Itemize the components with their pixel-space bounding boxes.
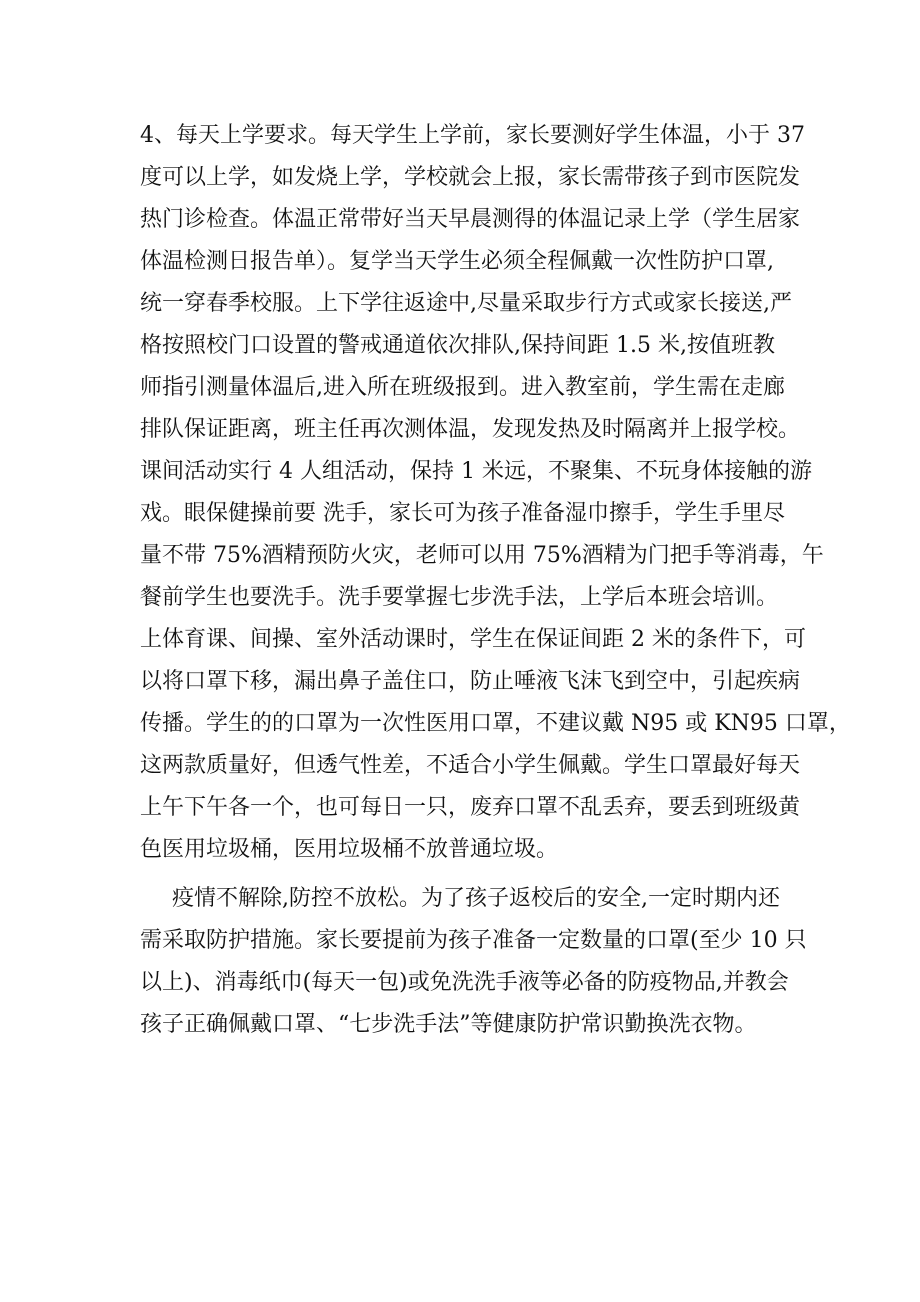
paragraph-line: 传播。学生的的口罩为一次性医用口罩，不建议戴 N95 或 KN95 口罩，	[140, 711, 851, 736]
paragraph-line: 课间活动实行 4 人组活动，保持 1 米远，不聚集、不玩身体接触的游	[140, 459, 812, 484]
paragraph-line: 上午下午各一个，也可每日一只，废弃口罩不乱丢弃，要丢到班级黄	[140, 795, 801, 820]
paragraph-line: 孩子正确佩戴口罩、“七步洗手法”等健康防护常识勤换洗衣物。	[140, 1012, 757, 1037]
paragraph-line: 热门诊检查。体温正常带好当天早晨测得的体温记录上学（学生居家	[140, 207, 801, 232]
paragraph-line: 色医用垃圾桶，医用垃圾桶不放普通垃圾。	[140, 837, 559, 862]
paragraph-line: 格按照校门口设置的警戒通道依次排队,保持间距 1.5 米,按值班教	[140, 333, 775, 358]
paragraph-line: 4、每天上学要求。每天学生上学前，家长要测好学生体温，小于 37	[140, 123, 805, 148]
paragraph-line: 师指引测量体温后,进入所在班级报到。进入教室前，学生需在走廊	[140, 375, 785, 400]
paragraph-line: 戏。眼保健操前要 洗手，家长可为孩子准备湿巾擦手，学生手里尽	[140, 501, 785, 526]
paragraph-line: 需采取防护措施。家长要提前为孩子准备一定数量的口罩(至少 10 只	[140, 928, 807, 953]
paragraph-line: 统一穿春季校服。上下学往返途中,尽量采取步行方式或家长接送,严	[140, 291, 792, 316]
paragraph-line: 以将口罩下移，漏出鼻子盖住口，防止唾液飞沫飞到空中，引起疾病	[140, 669, 801, 694]
paragraph-line: 量不带 75%酒精预防火灾，老师可以用 75%酒精为门把手等消毒，午	[140, 543, 824, 568]
paragraph-line: 度可以上学，如发烧上学，学校就会上报，家长需带孩子到市医院发	[140, 165, 801, 190]
paragraph-line: 疫情不解除,防控不放松。为了孩子返校后的安全,一定时期内还	[172, 886, 780, 911]
paragraph-line: 这两款质量好，但透气性差，不适合小学生佩戴。学生口罩最好每天	[140, 753, 801, 778]
paragraph-line: 以上)、消毒纸巾(每天一包)或免洗洗手液等必备的防疫物品,并教会	[140, 970, 789, 995]
paragraph-line: 体温检测日报告单）。复学当天学生必须全程佩戴一次性防护口罩,	[140, 249, 774, 274]
paragraph-line: 上体育课、间操、室外活动课时，学生在保证间距 2 米的条件下，可	[140, 627, 806, 652]
paragraph-line: 餐前学生也要洗手。洗手要掌握七步洗手法，上学后本班会培训。	[140, 585, 779, 610]
paragraph-line: 排队保证距离，班主任再次测体温，发现发热及时隔离并上报学校。	[140, 417, 801, 442]
